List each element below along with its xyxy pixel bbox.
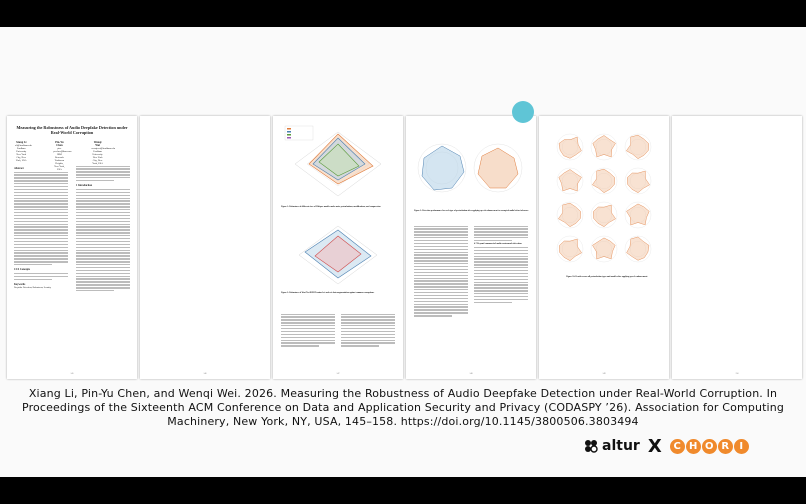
mini-radar [625, 236, 651, 262]
mini-radar [591, 236, 617, 262]
mini-radar [625, 134, 651, 160]
paper-page-4: Figure 3: Detection performance for each type of perturbation after applying speech enhancement to corrupted audio before inference. 4.7 Beyond commercial audio watermark detection 148 [406, 116, 536, 379]
figure-10-caption: Figure 10: Results across all perturbation types and models after applying speech enhancement. [566, 276, 648, 278]
intro-heading: 1 Introduction [76, 184, 93, 188]
paper-page-2: 146 [140, 116, 270, 379]
mini-radar [591, 134, 617, 160]
ccs-concepts-heading: CCS Concepts [14, 268, 31, 272]
citation-text: Xiang Li, Pin-Yu Chen, and Wenqi Wei. 2026. Measuring the Robustness of Audio Deepfake Detection under Real-World Corruption. In Proceedings of the Sixteenth ACM Conference on Data and Application Security and Privacy (CODASPY ’26). Association for Computing Machinery, New York, NY, USA, 145–158. https://doi.org/10.1145/3800506.3803494 [22, 387, 784, 428]
pointer-highlight [512, 101, 534, 123]
author-3: Wenqi Wei wenqiwei@fordham.edu Fordham University New York City, New York, USA [91, 141, 116, 165]
chori-logo [670, 439, 750, 454]
page1-right-column [76, 164, 130, 293]
author-1: Xiang Li xli@fordham.edu Fordham University New York City, New York, USA [15, 141, 32, 162]
mini-radar [557, 202, 583, 228]
paper-title: Measuring the Robustness of Audio Deepfake Detection under Real-World Corruption [16, 125, 128, 135]
mini-radar [557, 168, 583, 194]
mini-radar [625, 202, 651, 228]
paper-page-3: Figure 1: Robustness of different sizes of Whisper models under noise perturbations, modifications, and compression Figure 2: Robustness of Wav2Vec2BERT trained w/ and w/o data augmentation against common corruptions. 147 [273, 116, 403, 379]
chori-letter: C [670, 439, 685, 454]
page4-left-text [414, 224, 468, 318]
paper-page-1: Measuring the Robustness of Audio Deepfake Detection under Real-World Corruption Xiang Li xli@fordham.edu Fordham University New York City, New York, USA Pin-Yu Chen pin-yu.chen@ibm.com IBM Research Yorktown Heights, New York, USA Wenqi Wei wenqiwei@fordham.edu Fordham University New York City, New York, USA Abstract CCS Concepts Keywords Deepfake Detection; Robustness; Security 1 Introduction 145 [7, 116, 137, 379]
chori-letter: H [686, 439, 701, 454]
section-4-7-heading: 4.7 Beyond commercial audio watermark detection [474, 243, 522, 246]
figure-3-radar-chart [412, 128, 528, 208]
keywords-heading: Keywords [14, 283, 26, 287]
page3-left-text [281, 312, 335, 348]
page1-left-column [14, 164, 68, 290]
abstract-heading: Abstract [14, 167, 24, 170]
figure-3-caption: Figure 3: Detection performance for each type of perturbation after applying speech enhancement to corrupted audio before inference. [414, 210, 529, 212]
logo-separator: X [647, 435, 662, 457]
chori-letter: I [734, 439, 749, 454]
mini-radar [591, 202, 617, 228]
figure-10-radar-grid [553, 130, 655, 270]
mini-radar [591, 168, 617, 194]
paper-page-6: 150 [672, 116, 802, 379]
page4-right-text [474, 224, 528, 305]
altur-logo-icon [583, 438, 599, 454]
figure-1-radar-chart [281, 124, 395, 204]
mini-radar [557, 236, 583, 262]
mini-radar [557, 134, 583, 160]
paper-page-5: Figure 10: Results across all perturbation types and models after applying speech enhancement. 149 [539, 116, 669, 379]
keywords-text: Deepfake Detection; Robustness; Security [14, 287, 51, 290]
mini-radar [625, 168, 651, 194]
figure-2-caption: Figure 2: Robustness of Wav2Vec2BERT trained w/ and w/o data augmentation against common corruptions. [281, 292, 375, 294]
chori-letter: R [718, 439, 733, 454]
chori-letter: O [702, 439, 717, 454]
presentation-slide [0, 27, 806, 477]
altur-logo: altur [583, 438, 640, 454]
figure-2-radar-chart [281, 222, 395, 288]
author-2: Pin-Yu Chen pin-yu.chen@ibm.com IBM Research Yorktown Heights, New York, USA [53, 141, 72, 171]
figure-1-caption: Figure 1: Robustness of different sizes of Whisper models under noise perturbations, modifications, and compression [281, 206, 381, 208]
logo-bar [583, 431, 783, 461]
page3-right-text [341, 312, 395, 348]
